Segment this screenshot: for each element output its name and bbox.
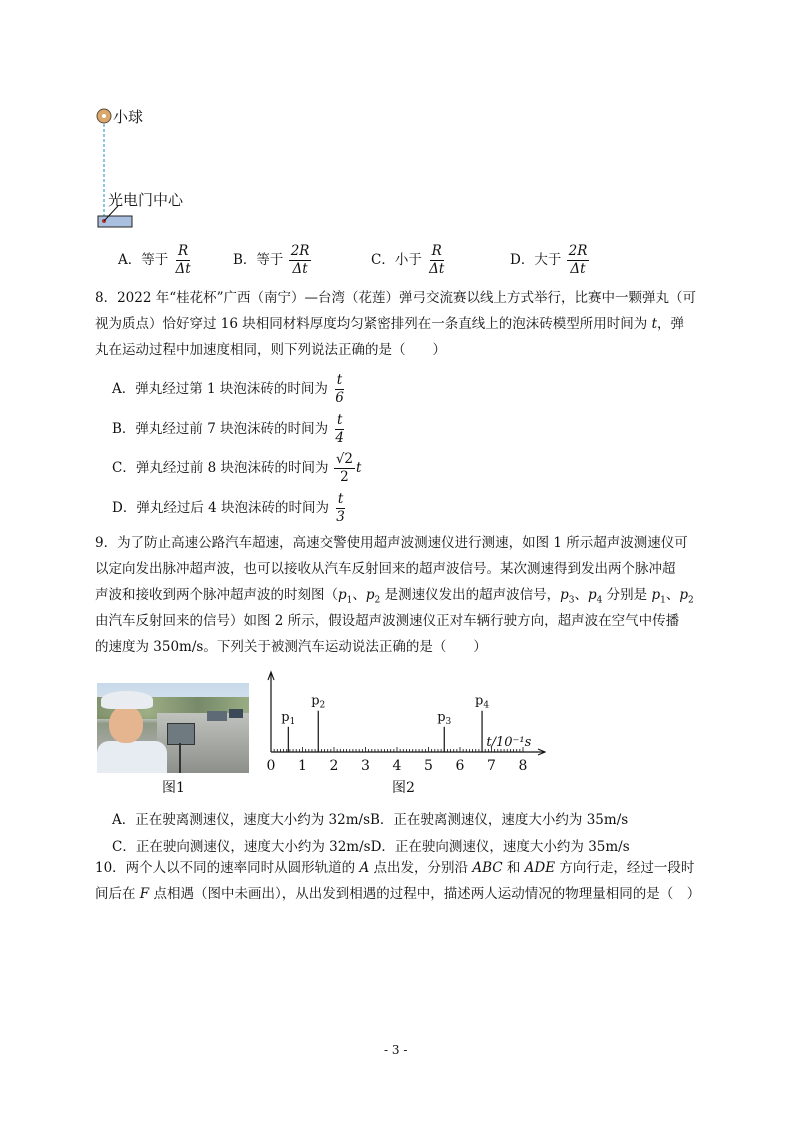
fraction: $\frac{2R}{\Delta t}$ [290,243,310,277]
pulse-label-3: $p_3$ [437,709,452,727]
tick-label: 2 [329,758,339,774]
q7-option-b[interactable]: B．等于 $\frac{2R}{\Delta t}$ [233,243,310,277]
fraction: $\frac{t}{4}$ [335,412,344,446]
q9-option-d[interactable]: D．正在驶向测速仪，速度大小约为 35m/s [370,839,630,855]
page-number: - 3 - [384,1043,408,1057]
fraction: $\frac{t}{6}$ [335,372,344,406]
tick-label: 5 [424,758,433,774]
q9-options-row1 [112,808,628,828]
pulse-timeline-figure [255,668,555,778]
pulse-label-2: $p_2$ [311,693,326,711]
q9-stem-line2: 以定向发出脉冲超声波，也可以接收从汽车反射回来的超声波信号。某次测速得到发出两个脉冲超 [95,561,676,577]
q9-option-c[interactable]: C．正在驶向测速仪，速度大小约为 32m/s [112,839,371,855]
tick-label: 0 [266,758,276,774]
q9-option-b[interactable]: B．正在驶离测速仪，速度大小约为 35m/s [370,812,629,828]
q7-option-c[interactable]: C．小于 $\frac{R}{\Delta t}$ [371,243,445,277]
q8-stem-line1: 8．2022 年“桂花杯”广西（南宁）—台湾（花莲）弹弓交流赛以线上方式举行，比赛中一颗弹丸（可 [95,290,697,306]
tick-label: 1 [298,758,307,774]
fig1-label: 图1 [162,780,185,796]
q9-options-row2 [112,835,630,855]
q8-option-b[interactable]: B．弹丸经过前 7 块泡沫砖的时间为 $\frac{t}{4}$ [112,412,344,446]
q9-stem-line1: 9．为了防止高速公路汽车超速，高速交警使用超声波测速仪进行测速，如图 1 所示超声波测速仪可 [95,535,688,551]
tick-label: 8 [518,758,528,774]
q7-option-a[interactable]: A．等于 $\frac{R}{\Delta t}$ [118,243,191,277]
axis-label: t/10⁻¹s [486,735,532,750]
q7-option-d[interactable]: D．大于 $\frac{2R}{\Delta t}$ [510,243,588,277]
q9-stem-line5: 的速度为 350m/s。下列关于被测汽车运动说法正确的是（ ） [95,639,487,655]
fraction: $\frac{2R}{\Delta t}$ [568,243,588,277]
fraction: $\frac{t}{3}$ [336,491,345,525]
tick-label: 4 [392,758,402,774]
pulse-label-4: $p_4$ [475,693,490,711]
fraction: $\frac{R}{\Delta t}$ [429,243,445,277]
q9-stem-line4: 由汽车反射回来的信号）如图 2 所示，假设超声波测速仪正对车辆行驶方向，超声波在空气中传播 [95,613,680,629]
fraction: $\frac{R}{\Delta t}$ [175,243,191,277]
q10-stem-line1: 10．两个人以不同的速率同时从圆形轨道的 A 点出发，分别沿 ABC 和 ADE 方向行走，经过一段时 [95,860,695,876]
q8-option-d[interactable]: D．弹丸经过后 4 块泡沫砖的时间为 $\frac{t}{3}$ [112,491,345,525]
tick-label: 6 [455,758,465,774]
q10-stem-line2: 间后在 F 点相遇（图中未画出），从出发到相遇的过程中，描述两人运动情况的物理量相同的是（ ） [95,886,701,902]
q9-stem-line3: 声波和接收到两个脉冲超声波的时刻图（$p_1$、$p_2$ 是测速仪发出的超声波信号，$p_3$、$p_4$ 分别是 $p_1$、$p_2$ [95,587,694,606]
traffic-police-photo [97,683,249,773]
tick-label: 3 [361,758,370,774]
q8-stem-line2: 视为质点）恰好穿过 16 块相同材料厚度均匀紧密排列在一条直线上的泡沫砖模型所用时间为 t，弹 [95,316,684,332]
fig2-label: 图2 [392,780,415,796]
q8-option-c[interactable]: C．弹丸经过前 8 块泡沫砖的时间为 $\frac{√2}{2}$ t [112,451,362,485]
pulse-label-1: $p_1$ [281,709,296,727]
ball-label: 小球 [113,108,144,126]
gate-label: 光电门中心 [108,191,184,209]
q8-option-a[interactable]: A．弹丸经过第 1 块泡沫砖的时间为 $\frac{t}{6}$ [112,372,344,406]
q9-option-a[interactable]: A．正在驶离测速仪，速度大小约为 32m/s [112,812,370,828]
fraction: $\frac{√2}{2}$ [335,451,354,485]
tick-label: 7 [487,758,496,774]
q8-stem-line3: 丸在运动过程中加速度相同，则下列说法正确的是（ ） [95,342,446,358]
